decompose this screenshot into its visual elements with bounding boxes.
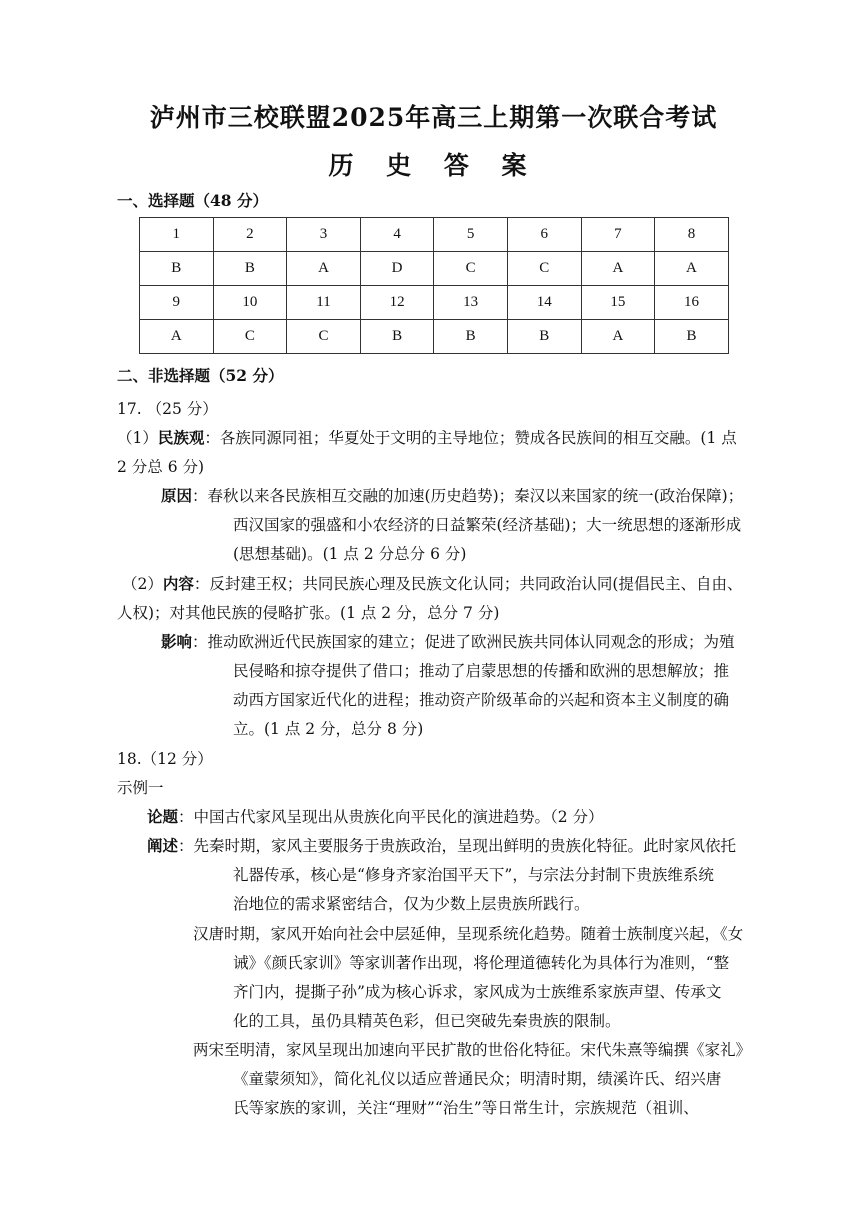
table-cell: A: [581, 320, 655, 354]
table-cell: 15: [581, 286, 655, 320]
q18-label: 18.（12 分）: [117, 750, 213, 768]
q17-reason-line3: (思想基础)。(1 点 2 分总分 6 分): [233, 545, 467, 563]
q17-part1-key: 民族观: [157, 428, 205, 447]
table-cell: 4: [360, 218, 434, 252]
q17-part2-prefix: （2）: [122, 575, 163, 593]
q18-argue-text: ：先秦时期，家风主要服务于贵族政治，呈现出鲜明的贵族化特征。此时家风依托: [178, 837, 737, 855]
answer-table: [139, 217, 729, 354]
q18-han-line2: 诫》《颜氏家训》等家训著作出现，将伦理道德转化为具体行为准则，“整: [233, 954, 730, 972]
q18-han-line4: 化的工具，虽仍具精英色彩，但已突破先秦贵族的限制。: [233, 1012, 621, 1030]
section2-heading: 二、非选择题（52 分）: [117, 366, 284, 385]
q17-part2-text: ：反封建王权；共同民族心理及民族文化认同；共同政治认同(提倡民主、自由、: [193, 575, 743, 593]
q17-impact-line1: [161, 632, 735, 652]
q17-part1-line1: [117, 428, 737, 448]
table-row: [140, 286, 729, 320]
q18-argue-line3: 治地位的需求紧密结合，仅为少数上层贵族所践行。: [233, 895, 590, 913]
q18-thesis-text: ：中国古代家风呈现出从贵族化向平民化的演进趋势。（2 分）: [178, 808, 604, 826]
table-cell: A: [287, 252, 361, 286]
table-cell: B: [655, 320, 729, 354]
table-cell: 8: [655, 218, 729, 252]
q17-part2-key: 内容: [162, 574, 194, 593]
q17-part1-line2: 2 分总 6 分): [117, 458, 205, 476]
table-cell: 11: [287, 286, 361, 320]
table-cell: A: [140, 320, 214, 354]
table-cell: B: [213, 252, 287, 286]
q17-impact-line4: 立。(1 点 2 分，总分 8 分): [233, 720, 424, 738]
q17-reason-key: 原因: [161, 486, 193, 505]
table-cell: C: [287, 320, 361, 354]
table-cell: 9: [140, 286, 214, 320]
table-cell: 12: [360, 286, 434, 320]
q18-argue-key: 阐述: [147, 836, 179, 855]
table-cell: B: [434, 320, 508, 354]
table-cell: A: [655, 252, 729, 286]
table-row: [140, 218, 729, 252]
table-cell: 5: [434, 218, 508, 252]
table-cell: 6: [507, 218, 581, 252]
q18-song-line1: 两宋至明清，家风呈现出加速向平民扩散的世俗化特征。宋代朱熹等编撰《家礼》: [193, 1041, 752, 1059]
q17-impact-line3: 动西方国家近代化的进程；推动资产阶级革命的兴起和资本主义制度的确: [233, 691, 730, 709]
q18-argue-line1: [147, 836, 736, 856]
q18-han-line3: 齐门内，提撕子孙”成为核心诉求，家风成为士族维系家族声望、传承文: [233, 983, 722, 1001]
q17-part2-line2: 人权)；对其他民族的侵略扩张。(1 点 2 分，总分 7 分): [117, 604, 500, 622]
q17-part1-text: ：各族同源同祖；华夏处于文明的主导地位；赞成各民族间的相互交融。(1 点: [204, 429, 737, 447]
q17-reason-line1: [161, 486, 743, 506]
table-cell: B: [140, 252, 214, 286]
q17-reason-line2: 西汉国家的强盛和小农经济的日益繁荣(经济基础)；大一统思想的逐渐形成: [233, 516, 742, 534]
table-cell: 7: [581, 218, 655, 252]
table-cell: B: [360, 320, 434, 354]
q18-argue-line2: 礼器传承，核心是“修身齐家治国平天下”，与宗法分封制下贵族维系统: [233, 866, 714, 884]
subject-title: 历 史 答 案: [328, 151, 539, 180]
table-cell: C: [213, 320, 287, 354]
q17-label: 17. （25 分）: [117, 400, 218, 418]
table-cell: 13: [434, 286, 508, 320]
q18-thesis-key: 论题: [147, 807, 179, 826]
table-cell: 3: [287, 218, 361, 252]
q17-part2-line1: [122, 574, 742, 594]
table-row: [140, 320, 729, 354]
q17-impact-key: 影响: [161, 632, 193, 651]
table-cell: 10: [213, 286, 287, 320]
q18-example-label: 示例一: [117, 779, 164, 797]
q17-impact-text: ：推动欧洲近代民族国家的建立；促进了欧洲民族共同体认同观念的形成；为殖: [192, 633, 735, 651]
q17-reason-text: ：春秋以来各民族相互交融的加速(历史趋势)；秦汉以来国家的统一(政治保障)；: [192, 487, 744, 505]
table-cell: 2: [213, 218, 287, 252]
q18-song-line3: 氏等家族的家训，关注“理财”“治生”等日常生计，宗族规范（祖训、: [233, 1099, 699, 1117]
table-cell: 14: [507, 286, 581, 320]
table-cell: B: [507, 320, 581, 354]
table-cell: C: [507, 252, 581, 286]
table-cell: A: [581, 252, 655, 286]
section1-heading: 一、选择题（48 分）: [117, 191, 268, 210]
q17-impact-line2: 民侵略和掠夺提供了借口；推动了启蒙思想的传播和欧洲的思想解放；推: [233, 662, 730, 680]
q17-part1-prefix: （1）: [117, 429, 158, 447]
table-row: [140, 252, 729, 286]
q18-song-line2: 《童蒙须知》，简化礼仪以适应普通民众；明清时期，绩溪许氏、绍兴唐: [233, 1070, 722, 1088]
table-cell: 1: [140, 218, 214, 252]
q18-han-line1: 汉唐时期，家风开始向社会中层延伸，呈现系统化趋势。随着士族制度兴起，《女: [193, 925, 744, 943]
exam-title: 泸州市三校联盟2025年高三上期第一次联合考试: [149, 103, 718, 132]
table-cell: D: [360, 252, 434, 286]
table-cell: 16: [655, 286, 729, 320]
table-cell: C: [434, 252, 508, 286]
q18-thesis: [147, 807, 604, 827]
